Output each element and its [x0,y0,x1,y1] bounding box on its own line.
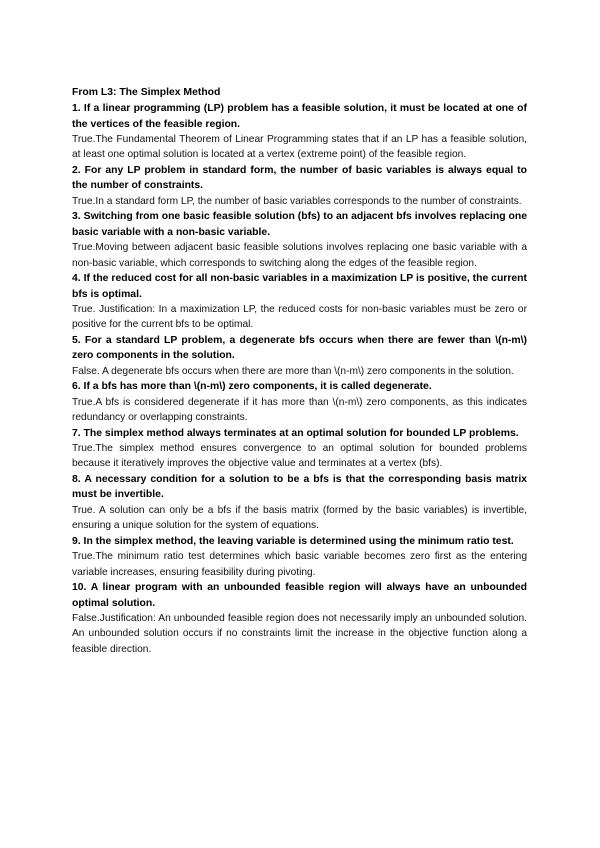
question-10: 10. A linear program with an unbounded feasible region will always have an unbounded optimal solution. [72,582,527,609]
answer-6: True.A bfs is considered degenerate if it has more than \(n-m\) zero components, as this indicates redundancy or overlapping constraints. [72,396,527,424]
question-6: 6. If a bfs has more than \(n-m\) zero components, it is called degenerate. [72,381,432,393]
answer-4: True. Justification: In a maximization LP, the reduced costs for non-basic variables must be zero or positive for the current bfs to be optimal. [72,304,527,331]
document-title: From L3: The Simplex Method [72,87,221,98]
answer-7: True.The simplex method ensures convergence to an optimal solution for bounded problems because it iteratively improves the objective value and terminates at a vertex (bfs). [72,443,527,470]
qa-item-6 [72,379,527,425]
question-3: 3. Switching from one basic feasible solution (bfs) to an adjacent bfs involves replacing one basic variable with a non-basic variable. [72,211,527,238]
question-4: 4. If the reduced cost for all non-basic variables in a maximization LP is positive, the current bfs is optimal. [72,273,527,300]
qa-item-10 [72,580,527,657]
answer-2: True.In a standard form LP, the number of basic variables corresponds to the number of constraints. [72,195,522,207]
question-7: 7. The simplex method always terminates at an optimal solution for bounded LP problems. [72,427,519,439]
qa-item-1 [72,101,527,163]
answer-3: True.Moving between adjacent basic feasible solutions involves replacing one basic variable with a non-basic variable, which corresponds to switching along the edges of the feasible region. [72,242,527,269]
question-2: 2. For any LP problem in standard form, the number of basic variables is always equal to the number of constraints. [72,164,527,192]
qa-item-4 [72,271,527,333]
qa-item-2 [72,163,527,209]
qa-item-7 [72,426,527,472]
question-9: 9. In the simplex method, the leaving variable is determined using the minimum ratio test. [72,535,514,547]
answer-5: False. A degenerate bfs occurs when there are more than \(n-m\) zero components in the solution. [72,365,514,377]
answer-10: False.Justification: An unbounded feasible region does not necessarily imply an unbounded solution. An unbounded solution occurs if no constraints limit the increase in the objective function along a feasible direction. [72,613,527,655]
answer-9: True.The minimum ratio test determines which basic variable becomes zero first as the entering variable increases, ensuring feasibility during pivoting. [72,551,527,578]
answer-8: True. A solution can only be a bfs if the basis matrix (formed by the basic variables) is invertible, ensuring a unique solution for the system of equations. [72,504,527,532]
question-8: 8. A necessary condition for a solution to be a bfs is that the corresponding basis matrix must be invertible. [72,473,527,501]
qa-item-3 [72,209,527,271]
qa-item-9 [72,534,527,580]
question-5: 5. For a standard LP problem, a degenerate bfs occurs when there are fewer than \(n-m\) zero components in the solution. [72,334,527,362]
document-page [72,85,527,657]
qa-item-5 [72,333,527,379]
question-1: 1. If a linear programming (LP) problem has a feasible solution, it must be located at one of the vertices of the feasible region. [72,103,527,130]
qa-item-8 [72,472,527,534]
answer-1: True.The Fundamental Theorem of Linear Programming states that if an LP has a feasible solution, at least one optimal solution is located at a vertex (extreme point) of the feasible region. [72,134,527,161]
